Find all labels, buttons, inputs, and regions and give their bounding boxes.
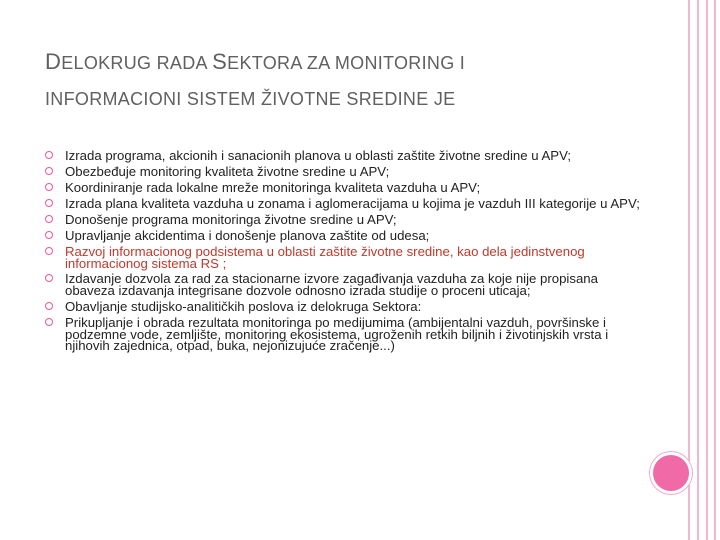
bullet-circle-icon xyxy=(45,274,53,282)
bullet-circle-icon xyxy=(45,151,53,159)
decorative-rail-line xyxy=(688,0,690,540)
bullet-item: Koordiniranje rada lokalne mreže monitoringa kvaliteta vazduha u APV; xyxy=(45,182,645,194)
bullet-item: Donošenje programa monitoringa životne sredine u APV; xyxy=(45,214,645,226)
bullet-item: Prikupljanje i obrada rezultata monitoringa po medijumima (ambijentalni vazduh, površinske i podzemne vode, zemljište, monitoring ekosistema, ugroženih retkih biljnih i životinjskih vrsta i njihovih zajednica, otpad, buka, nejonizujuće zračenje...) xyxy=(45,317,645,352)
bullet-circle-icon xyxy=(45,167,53,175)
slide-title xyxy=(45,44,645,117)
bullet-circle-icon xyxy=(45,302,53,310)
bullet-circle-icon xyxy=(45,183,53,191)
decorative-rail-line xyxy=(706,0,708,540)
bullet-item: Izdavanje dozvola za rad za stacionarne izvore zagađivanja vazduha za koje nije propisana obaveza izdavanja integrisane dozvole odnosno izrada studije o proceni uticaja; xyxy=(45,273,645,296)
bullet-circle-icon xyxy=(45,247,53,255)
bullet-list xyxy=(45,150,645,356)
bullet-item: Obezbeđuje monitoring kvaliteta životne sredine u APV; xyxy=(45,166,645,178)
bullet-item: Izrada programa, akcionih i sanacionih planova u oblasti zaštite životne sredine u APV; xyxy=(45,150,645,162)
title-line-1: DELOKRUG RADA SEKTORA ZA MONITORING I xyxy=(45,49,466,74)
decorative-rail-line xyxy=(697,0,699,540)
bullet-circle-icon xyxy=(45,199,53,207)
decorative-rail-line xyxy=(714,0,716,540)
bullet-item: Obavljanje studijsko-analitičkih poslova iz delokruga Sektora: xyxy=(45,301,645,313)
bullet-circle-icon xyxy=(45,215,53,223)
title-line-2: INFORMACIONI SISTEM ŽIVOTNE SREDINE JE xyxy=(45,89,456,109)
bullet-item: Razvoj informacionog podsistema u oblasti zaštite životne sredine, kao dela jedinstvenog informacionog sistema RS ; xyxy=(45,246,645,269)
bullet-circle-icon xyxy=(45,318,53,326)
bullet-item: Upravljanje akcidentima i donošenje planova zaštite od udesa; xyxy=(45,230,645,242)
bullet-item: Izrada plana kvaliteta vazduha u zonama i aglomeracijama u kojima je vazduh III kategorije u APV; xyxy=(45,198,645,210)
decorative-circle xyxy=(650,452,692,494)
bullet-circle-icon xyxy=(45,231,53,239)
